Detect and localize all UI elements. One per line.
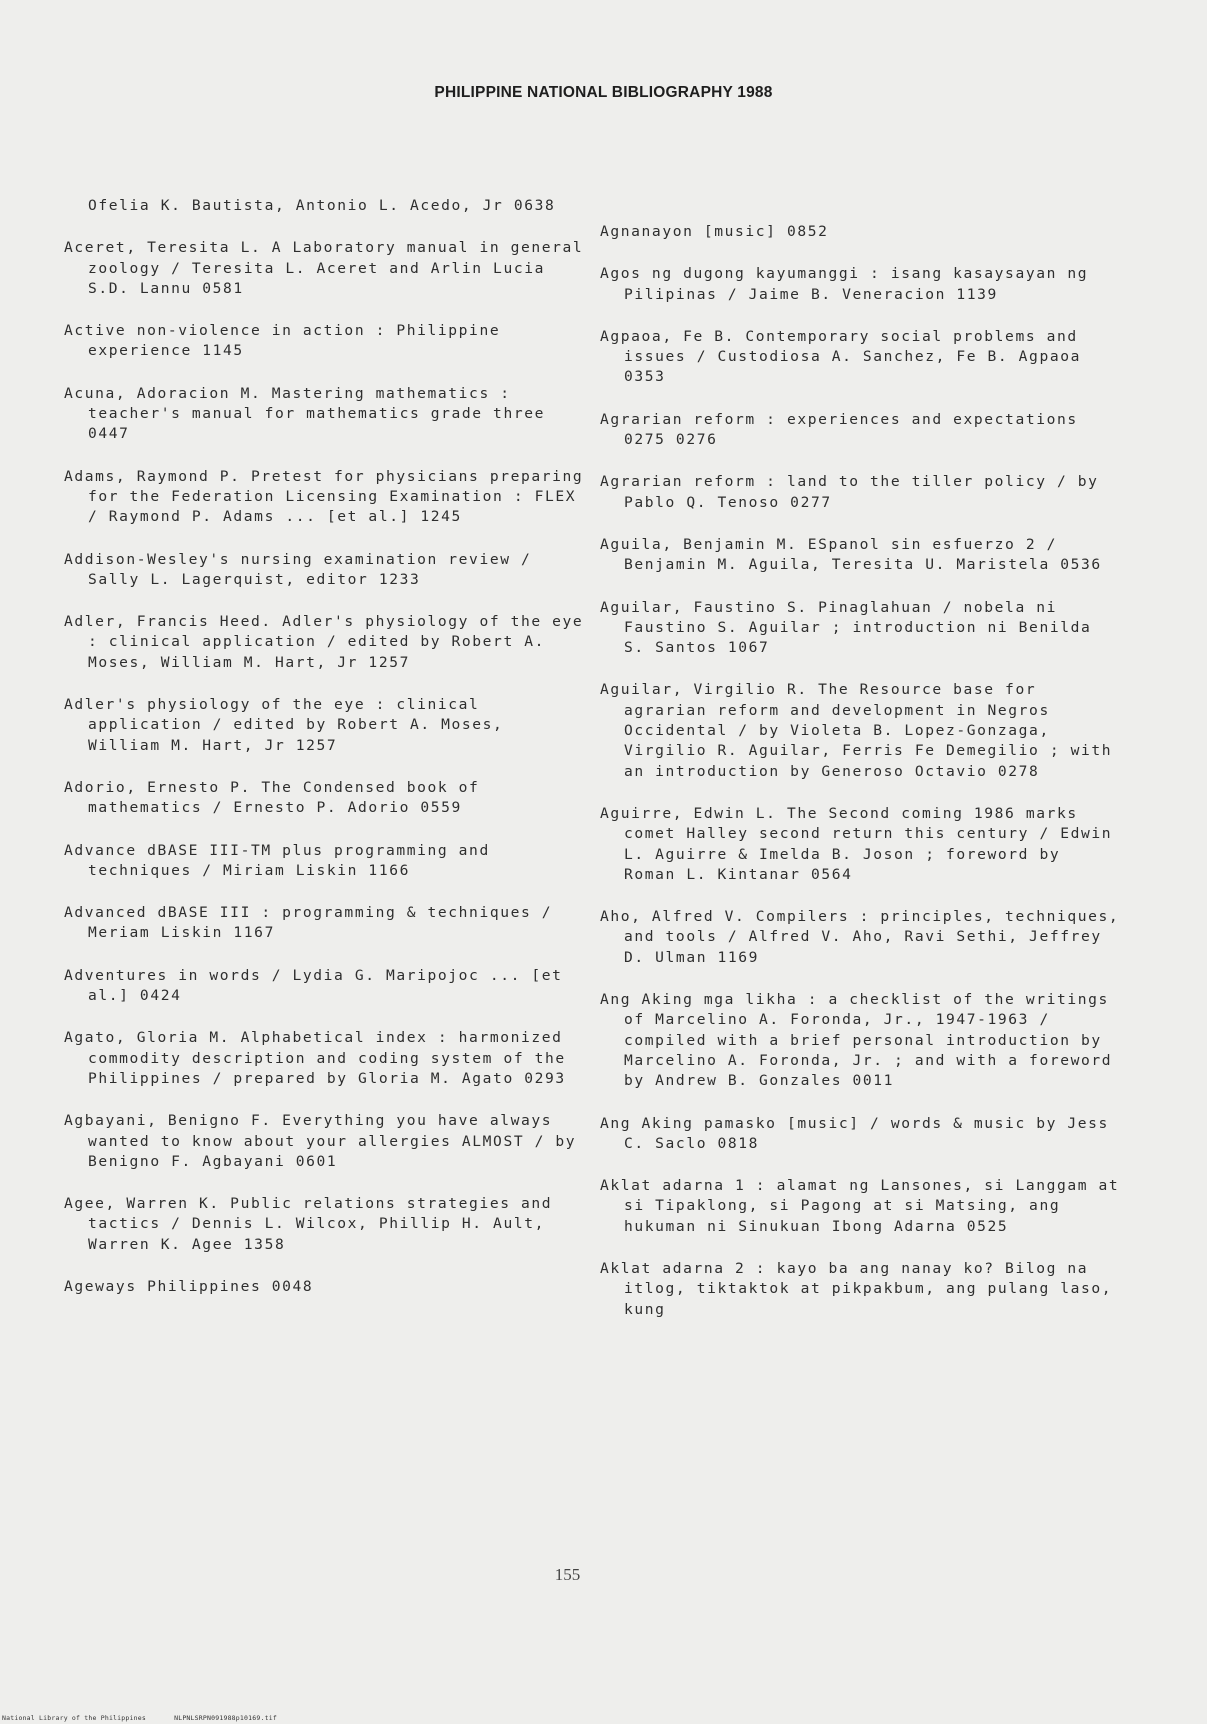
- bib-entry: Aho, Alfred V. Compilers : principles, techniques, and tools / Alfred V. Aho, Ravi Sethi, Jeffrey D. Ulman 1169: [600, 908, 1120, 966]
- bib-entry: Aguila, Benjamin M. ESpanol sin esfuerzo 2 / Benjamin M. Aguila, Teresita U. Maristela 0536: [600, 535, 1102, 574]
- right-column: [600, 222, 1120, 1342]
- bib-entry: Agato, Gloria M. Alphabetical index : harmonized commodity description and coding system of the Philippines / prepared by Gloria M. Agato 0293: [64, 1029, 566, 1087]
- bib-entry: Aceret, Teresita L. A Laboratory manual in general zoology / Teresita L. Aceret and Arlin Lucia S.D. Lannu 0581: [64, 239, 584, 297]
- footer-filename: NLPNLSRPN091988p10169.tif: [174, 1714, 277, 1722]
- bib-entry: Agbayani, Benigno F. Everything you have always wanted to know about your allergies ALMOST / by Benigno F. Agbayani 0601: [64, 1112, 577, 1170]
- page-title: PHILIPPINE NATIONAL BIBLIOGRAPHY 1988: [434, 84, 773, 101]
- bib-entry: Advanced dBASE III : programming & techniques / Meriam Liskin 1167: [64, 904, 553, 942]
- bib-entry: Agpaoa, Fe B. Contemporary social problems and issues / Custodiosa A. Sanchez, Fe B. Agpaoa 0353: [600, 327, 1081, 386]
- bib-entry: Aklat adarna 1 : alamat ng Lansones, si Langgam at si Tipaklong, si Pagong at si Matsing, ang hukuman ni Sinukuan Ibong Adarna 0525: [600, 1177, 1120, 1235]
- bib-entry: Acuna, Adoracion M. Mastering mathematics : teacher's manual for mathematics grade three 0447: [64, 384, 545, 443]
- bib-entry: Ageways Philippines 0048: [64, 1277, 314, 1295]
- footer-source: National Library of the Philippines: [2, 1714, 146, 1722]
- bib-entry: Aguilar, Faustino S. Pinaglahuan / nobela ni Faustino S. Aguilar ; introduction ni Benilda S. Santos 1067: [600, 598, 1092, 657]
- bib-entry: Agee, Warren K. Public relations strategies and tactics / Dennis L. Wilcox, Phillip H. Ault, Warren K. Agee 1358: [64, 1195, 553, 1253]
- bib-entry: Ang Aking pamasko [music] / words & music by Jess C. Saclo 0818: [600, 1114, 1109, 1152]
- bib-entry: Agos ng dugong kayumanggi : isang kasaysayan ng Pilipinas / Jaime B. Veneracion 1139: [600, 265, 1089, 303]
- page-number: 155: [554, 1565, 581, 1584]
- bib-entry: Active non-violence in action : Philippine experience 1145: [64, 322, 501, 360]
- bib-entry: Adorio, Ernesto P. The Condensed book of mathematics / Ernesto P. Adorio 0559: [64, 778, 480, 817]
- bib-entry: Agnanayon [music] 0852: [600, 223, 829, 240]
- left-column: [64, 196, 584, 1319]
- bib-entry: Adams, Raymond P. Pretest for physicians preparing for the Federation Licensing Examination : FLEX / Raymond P. Adams ... [et al.] 1245: [64, 467, 584, 526]
- bib-entry: Adler's physiology of the eye : clinical application / edited by Robert A. Moses, William M. Hart, Jr 1257: [64, 696, 504, 754]
- bib-entry: Agrarian reform : land to the tiller policy / by Pablo Q. Tenoso 0277: [600, 473, 1099, 511]
- bib-entry: Adventures in words / Lydia G. Maripojoc ... [et al.] 0424: [64, 966, 563, 1005]
- bib-entry: Aguilar, Virgilio R. The Resource base for agrarian reform and development in Negros Occidental / by Violeta B. Lopez-Gonzaga, Virgilio R. Aguilar, Ferris Fe Demegilio ; with an introduction by Generoso Octavio 0278: [600, 681, 1113, 780]
- bib-entry: Aklat adarna 2 : kayo ba ang nanay ko? Bilog na itlog, tiktaktok at pikpakbum, ang pulang laso, kung: [600, 1259, 1113, 1318]
- scan-footer: [2, 1714, 301, 1722]
- bib-entry: Advance dBASE III-TM plus programming and techniques / Miriam Liskin 1166: [64, 841, 490, 879]
- bib-entry: Ang Aking mga likha : a checklist of the writings of Marcelino A. Foronda, Jr., 1947-1963 / compiled with a brief personal introduction by Marcelino A. Foronda, Jr. ; and with a foreword by Andrew B. Gonzales 0011: [600, 991, 1113, 1090]
- bib-entry: Aguirre, Edwin L. The Second coming 1986 marks comet Halley second return this century / Edwin L. Aguirre & Imelda B. Joson ; foreword by Roman L. Kintanar 0564: [600, 804, 1113, 883]
- bib-entry: Agrarian reform : experiences and expectations 0275 0276: [600, 410, 1078, 449]
- bib-entry: Ofelia K. Bautista, Antonio L. Acedo, Jr 0638: [88, 197, 556, 214]
- bib-entry: Adler, Francis Heed. Adler's physiology of the eye : clinical application / edited by Robert A. Moses, William M. Hart, Jr 1257: [64, 613, 584, 671]
- bib-entry: Addison-Wesley's nursing examination review / Sally L. Lagerquist, editor 1233: [64, 550, 532, 588]
